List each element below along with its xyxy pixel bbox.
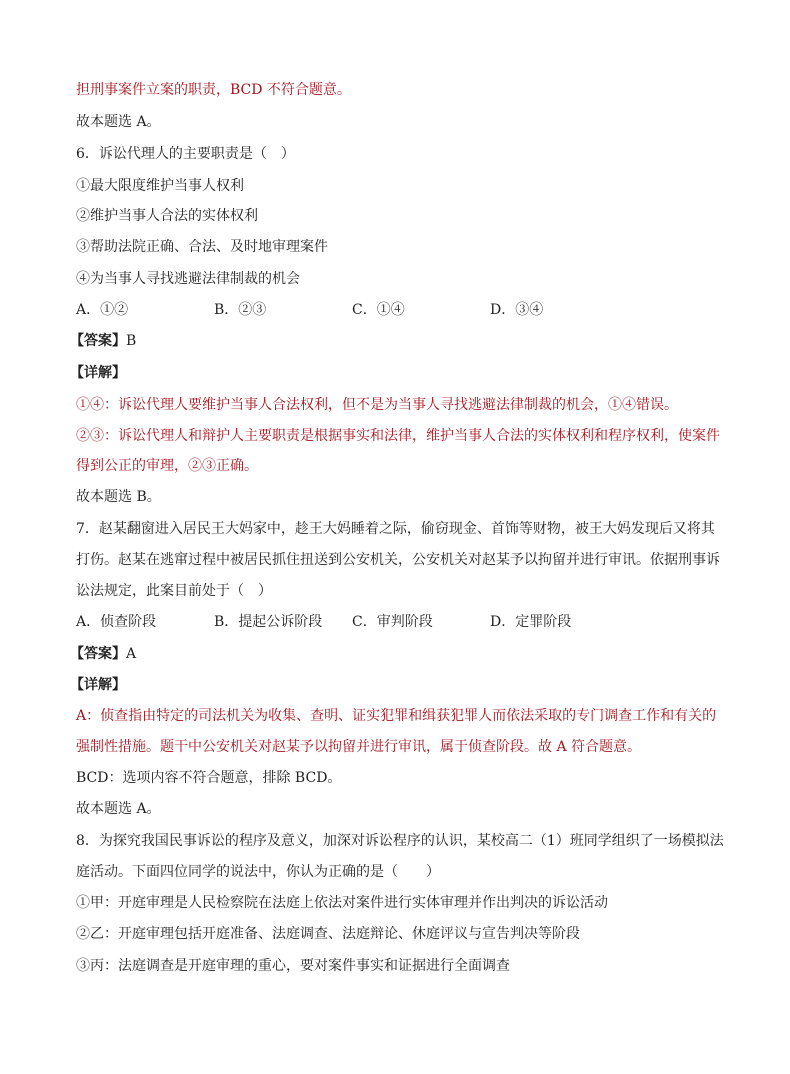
- question-7-explanation-1-cont: 强制性措施。题干中公安机关对赵某予以拘留并进行审讯，属于侦查阶段。故 A 符合题意。: [76, 739, 642, 755]
- question-6-explanation-1: ①④：诉讼代理人要维护当事人合法权利，但不是为当事人寻找逃避法律制裁的机会，①④错误。: [76, 397, 678, 413]
- option-c: C．审判阶段: [352, 614, 433, 630]
- question-7-stem-cont-1: 打伤。赵某在逃窜过程中被居民抓住扭送到公安机关，公安机关对赵某予以拘留并进行审讯。依据刑事诉: [76, 552, 720, 568]
- question-7-explanation-1: A：侦查指由特定的司法机关为收集、查明、证实犯罪和缉获犯罪人而依法采取的专门调查工作和有关的: [76, 708, 717, 724]
- option-d: D．定罪阶段: [490, 614, 572, 630]
- question-6-answer: [70, 331, 136, 351]
- question-8-stem-cont: 庭活动。下面四位同学的说法中，你认为正确的是（ ）: [76, 864, 440, 880]
- question-7-explanation-2: BCD：选项内容不符合题意，排除 BCD。: [76, 770, 342, 786]
- question-8-item-2: ②乙：开庭审理包括开庭准备、法庭调查、法庭辩论、休庭评议与宣告判决等阶段: [76, 926, 580, 942]
- answer-value: A: [126, 646, 137, 662]
- option-c: C．①④: [352, 302, 405, 318]
- option-d: D．③④: [490, 302, 544, 318]
- question-6-conclusion: 故本题选 B。: [76, 489, 161, 505]
- answer-tag: 【答案】: [70, 646, 126, 662]
- option-a: A．①②: [76, 302, 129, 318]
- question-8-item-1: ①甲：开庭审理是人民检察院在法庭上依法对案件进行实体审理并作出判决的诉讼活动: [76, 895, 608, 911]
- option-a: A．侦查阶段: [76, 614, 157, 630]
- question-6-detail-tag: 【详解】: [70, 365, 126, 381]
- question-6-explanation-2-cont: 得到公正的审理，②③正确。: [76, 458, 258, 474]
- question-7-stem-cont-2: 讼法规定，此案目前处于（ ）: [76, 583, 272, 599]
- question-7-conclusion: 故本题选 A。: [76, 801, 161, 817]
- explanation-line: 担刑事案件立案的职责，BCD 不符合题意。: [76, 82, 351, 98]
- answer-tag: 【答案】: [70, 333, 126, 349]
- question-6-stem: 6．诉讼代理人的主要职责是（ ）: [76, 146, 295, 162]
- option-b: B．提起公诉阶段: [214, 614, 323, 630]
- question-6-explanation-2: ②③：诉讼代理人和辩护人主要职责是根据事实和法律，维护当事人合法的实体权利和程序权利，使案件: [76, 428, 720, 444]
- question-8-item-3: ③丙：法庭调查是开庭审理的重心，要对案件事实和证据进行全面调查: [76, 958, 510, 974]
- option-b: B．②③: [214, 302, 267, 318]
- question-7-answer: [70, 644, 136, 664]
- question-8-stem: 8．为探究我国民事诉讼的程序及意义，加深对诉讼程序的认识，某校高二（1）班同学组织了一场模拟法: [76, 833, 724, 849]
- question-6-item-3: ③帮助法院正确、合法、及时地审理案件: [76, 239, 328, 255]
- question-7-detail-tag: 【详解】: [70, 677, 126, 693]
- question-6-item-1: ①最大限度维护当事人权利: [76, 178, 244, 194]
- question-7-stem: 7．赵某翻窗进入居民王大妈家中，趁王大妈睡着之际，偷窃现金、首饰等财物，被王大妈发现后又将其: [76, 521, 715, 537]
- question-6-item-4: ④为当事人寻找逃避法律制裁的机会: [76, 271, 300, 287]
- conclusion-line: 故本题选 A。: [76, 114, 161, 130]
- question-6-item-2: ②维护当事人合法的实体权利: [76, 208, 258, 224]
- answer-value: B: [126, 333, 137, 349]
